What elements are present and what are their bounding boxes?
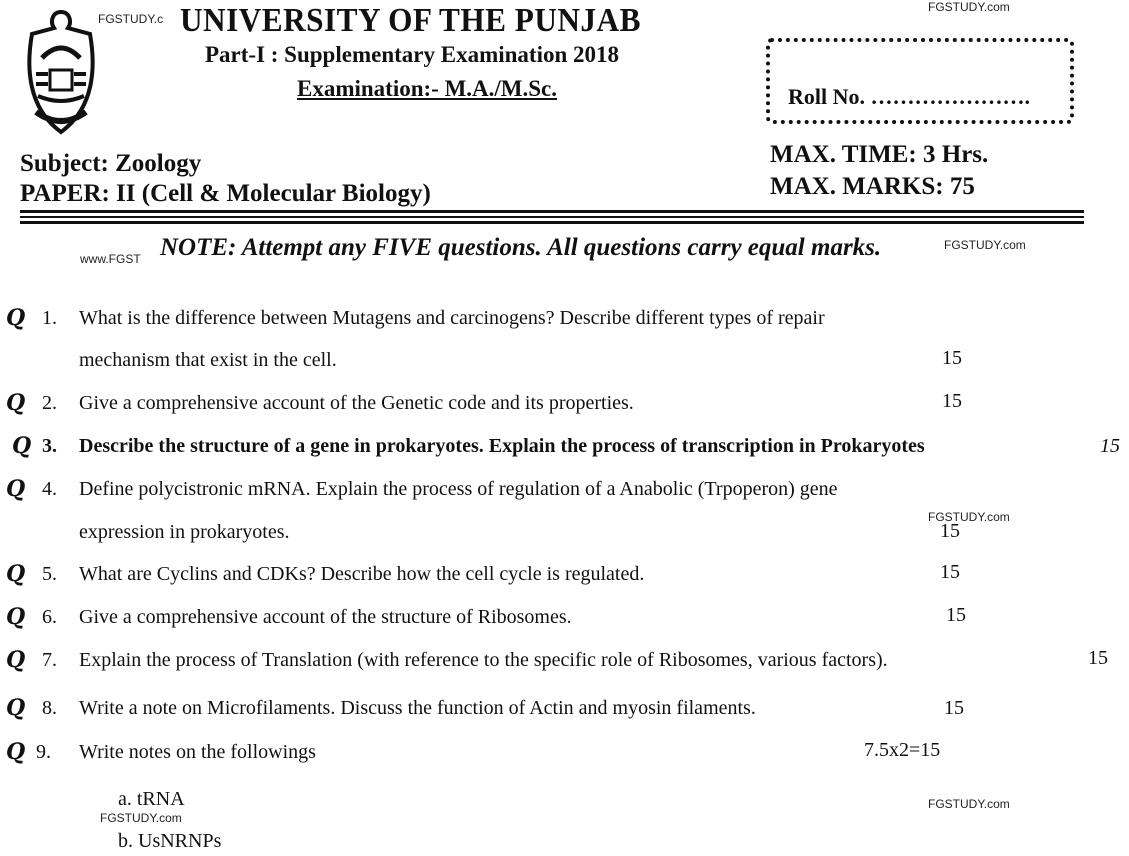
max-time: MAX. TIME: 3 Hrs. bbox=[770, 141, 989, 168]
question-marks: 15 bbox=[940, 520, 960, 542]
question-text: Give a comprehensive account of the Genetic code and its properties. bbox=[79, 392, 634, 414]
exam-part: Part-I : Supplementary Examination 2018 bbox=[205, 42, 619, 67]
question-marks: 15 bbox=[942, 347, 962, 369]
question-number: 7. bbox=[42, 649, 57, 671]
question-text-cont: expression in prokaryotes. bbox=[79, 521, 290, 543]
subitem-b: b. UsNRNPs bbox=[118, 830, 222, 852]
question-number: 1. bbox=[42, 307, 57, 329]
question-marks: 15 bbox=[942, 390, 962, 412]
watermark: FGSTUDY.com bbox=[944, 238, 1026, 252]
question-number: 9. bbox=[36, 741, 51, 763]
question-number: 6. bbox=[42, 606, 57, 628]
paper-title: PAPER: II (Cell & Molecular Biology) bbox=[20, 180, 431, 207]
question-9 bbox=[0, 741, 1129, 771]
question-number: 3. bbox=[42, 435, 57, 457]
divider bbox=[20, 221, 1084, 224]
max-marks: MAX. MARKS: 75 bbox=[770, 173, 975, 200]
divider bbox=[20, 210, 1084, 213]
question-number: 4. bbox=[42, 478, 57, 500]
university-crest-logo bbox=[22, 8, 100, 136]
question-marks: 15 bbox=[1088, 647, 1108, 669]
question-3 bbox=[0, 435, 1129, 465]
divider bbox=[20, 216, 1084, 218]
question-text-cont: mechanism that exist in the cell. bbox=[79, 349, 337, 371]
question-2 bbox=[0, 392, 1129, 422]
university-title: UNIVERSITY OF THE PUNJAB bbox=[180, 2, 641, 39]
question-marks: 15 bbox=[946, 604, 966, 626]
watermark: FGSTUDY.com bbox=[928, 0, 1010, 14]
question-1 bbox=[0, 305, 1129, 371]
roll-number-box bbox=[766, 38, 1074, 124]
watermark: www.FGST bbox=[80, 252, 141, 266]
question-marks: 15 bbox=[1100, 435, 1120, 457]
question-text: Write notes on the followings bbox=[79, 741, 316, 763]
question-text: Give a comprehensive account of the structure of Ribosomes. bbox=[79, 606, 572, 628]
handwritten-q-marker: Q bbox=[6, 390, 26, 416]
handwritten-q-marker: Q bbox=[6, 476, 26, 502]
handwritten-q-marker: Q bbox=[6, 561, 26, 587]
question-marks: 15 bbox=[944, 697, 964, 719]
instructions-note: NOTE: Attempt any FIVE questions. All questions carry equal marks. bbox=[160, 234, 882, 261]
question-6 bbox=[0, 606, 1129, 636]
roll-number-field: Roll No. …………………. bbox=[788, 84, 1030, 109]
handwritten-q-marker: Q bbox=[12, 433, 32, 459]
watermark: FGSTUDY.c bbox=[98, 12, 164, 26]
question-text: What is the difference between Mutagens and carcinogens? Describe different types of repair bbox=[79, 307, 825, 329]
subitem-a: a. tRNA bbox=[118, 788, 185, 810]
handwritten-q-marker: Q bbox=[6, 695, 26, 721]
question-7 bbox=[0, 649, 1129, 679]
question-number: 2. bbox=[42, 392, 57, 414]
question-5 bbox=[0, 563, 1129, 593]
handwritten-q-marker: Q bbox=[6, 647, 26, 673]
question-text: Write a note on Microfilaments. Discuss the function of Actin and myosin filaments. bbox=[79, 697, 756, 719]
question-text: Define polycistronic mRNA. Explain the process of regulation of a Anabolic (Trpoperon) gene bbox=[79, 478, 838, 500]
subject: Subject: Zoology bbox=[20, 150, 202, 177]
handwritten-q-marker: Q bbox=[6, 604, 26, 630]
question-number: 5. bbox=[42, 563, 57, 585]
watermark: FGSTUDY.com bbox=[100, 811, 182, 825]
watermark: FGSTUDY.com bbox=[928, 797, 1010, 811]
question-marks: 15 bbox=[940, 561, 960, 583]
question-text: What are Cyclins and CDKs? Describe how the cell cycle is regulated. bbox=[79, 563, 645, 585]
watermark: FGSTUDY.com bbox=[928, 510, 1010, 524]
question-marks: 7.5x2=15 bbox=[864, 739, 941, 761]
examination-label: Examination:- M.A./M.Sc. bbox=[297, 76, 558, 101]
question-8 bbox=[0, 697, 1129, 727]
handwritten-q-marker: Q bbox=[6, 305, 26, 331]
handwritten-q-marker: Q bbox=[6, 739, 26, 765]
question-text: Explain the process of Translation (with reference to the specific role of Ribosomes, various factors). bbox=[79, 649, 888, 671]
question-number: 8. bbox=[42, 697, 57, 719]
question-text: Describe the structure of a gene in prokaryotes. Explain the process of transcription in Prokaryotes bbox=[79, 435, 925, 457]
